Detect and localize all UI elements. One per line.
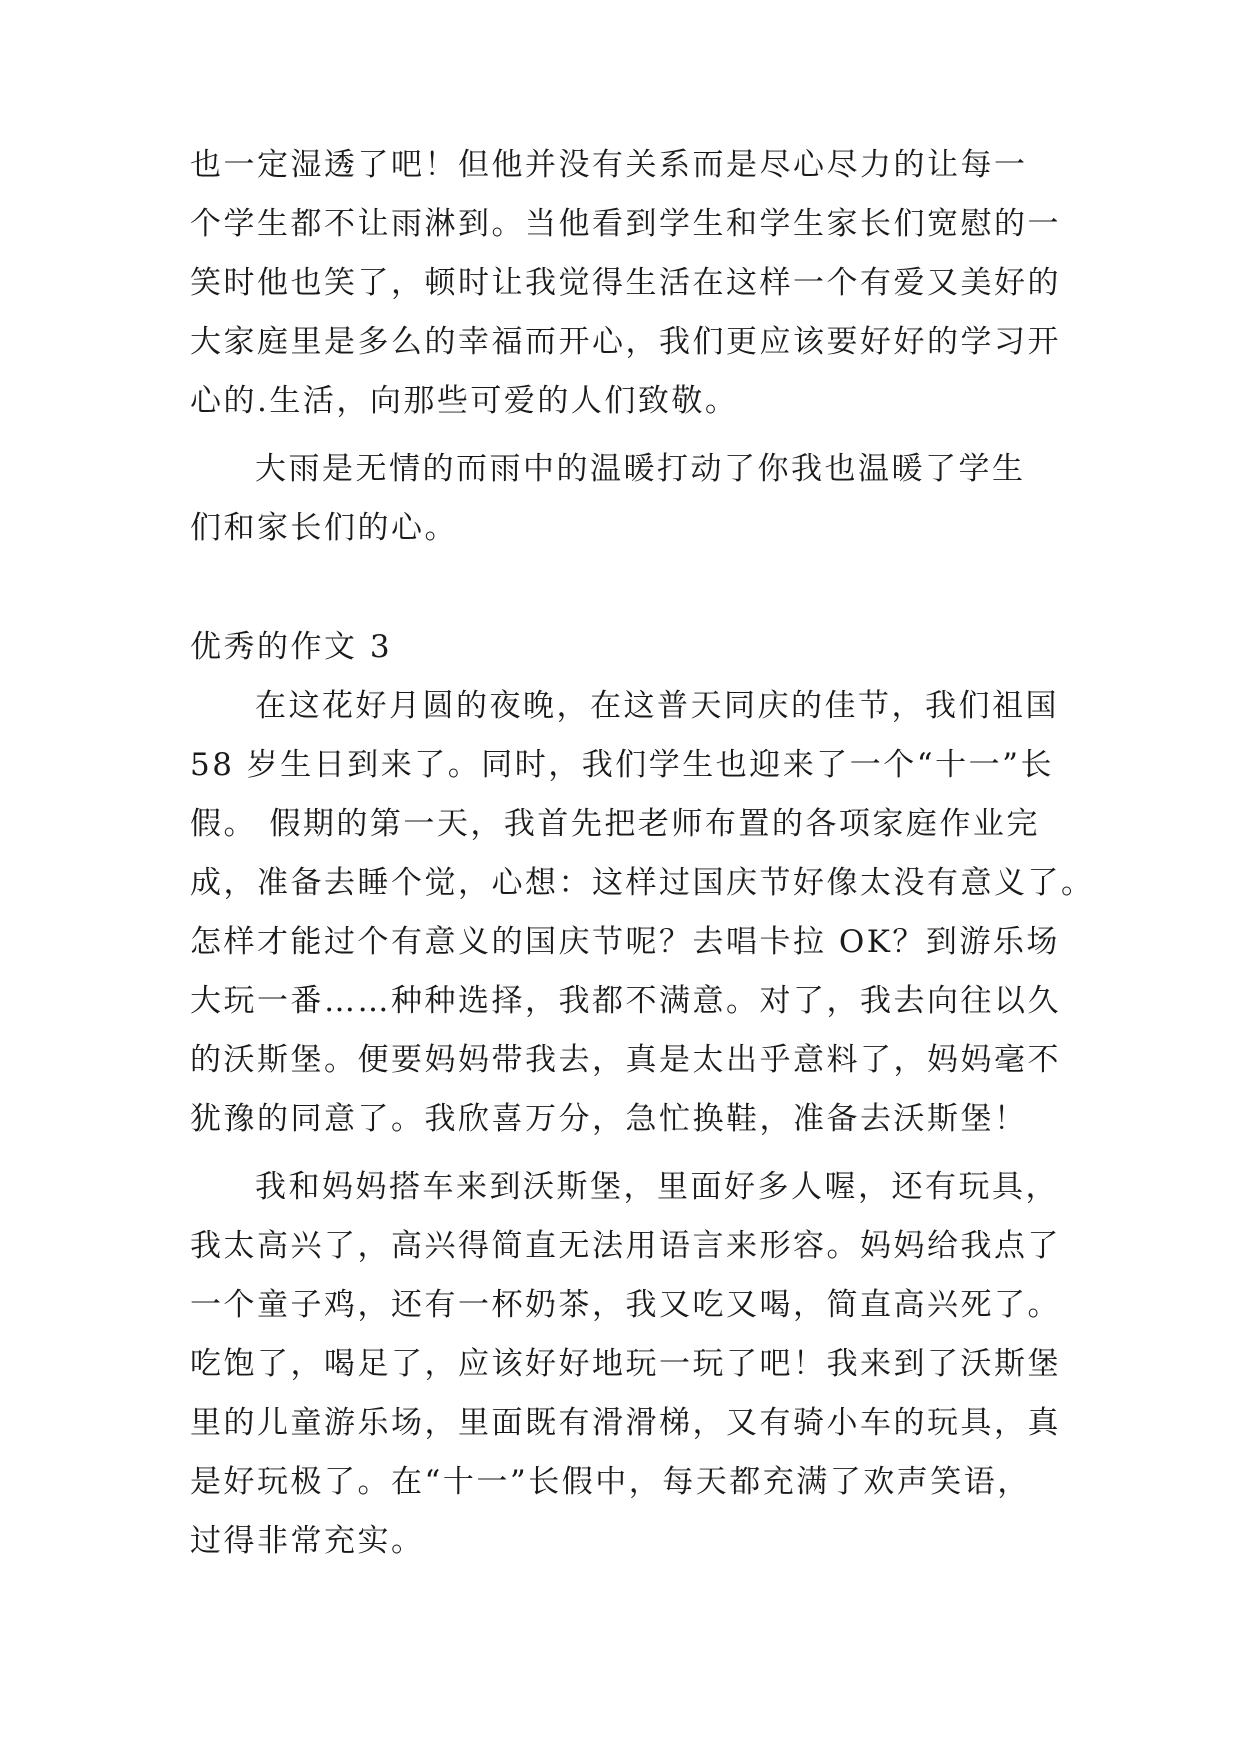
paragraph-start: 我和妈妈搭车来到沃斯堡，里面好多人喔，还有玩具， [255, 1169, 1059, 1205]
paragraph-start: 在这花好月圆的夜晚，在这普天同庆的佳节，我们祖国 [255, 688, 1059, 724]
text-line: 成，准备去睡个觉，心想：这样过国庆节好像太没有意义了。 [190, 865, 1095, 901]
text-line: 假。 假期的第一天，我首先把老师布置的各项家庭作业完 [190, 806, 1040, 842]
text-line: 的沃斯堡。便要妈妈带我去，真是太出乎意料了，妈妈毫不 [190, 1042, 1061, 1078]
text-line: 怎样才能过个有意义的国庆节呢？去唱卡拉 OK？到游乐场 [190, 924, 1060, 960]
text-line: 里的儿童游乐场，里面既有滑滑梯，又有骑小车的玩具，真 [190, 1405, 1061, 1441]
text-line: 过得非常充实。 [190, 1523, 425, 1559]
text-line: 个学生都不让雨淋到。当他看到学生和学生家长们宽慰的一 [190, 206, 1061, 242]
text-line: 们和家长们的心。 [190, 510, 458, 546]
section-title: 优秀的作文 3 [190, 629, 393, 665]
text-line: 也一定湿透了吧！但他并没有关系而是尽心尽力的让每一 [190, 147, 1028, 183]
paragraph-start: 大雨是无情的而雨中的温暖打动了你我也温暖了学生 [255, 451, 1026, 487]
text-line: 是好玩极了。在“十一”长假中，每天都充满了欢声笑语， [190, 1464, 1031, 1500]
text-line: 58 岁生日到来了。同时，我们学生也迎来了一个“十一”长 [190, 747, 1054, 783]
text-line: 我太高兴了，高兴得简直无法用语言来形容。妈妈给我点了 [190, 1228, 1061, 1264]
text-line: 大家庭里是多么的幸福而开心，我们更应该要好好的学习开 [190, 324, 1061, 360]
text-line: 一个童子鸡，还有一杯奶茶，我又吃又喝，简直高兴死了。 [190, 1287, 1061, 1323]
text-line: 心的.生活，向那些可爱的人们致敬。 [190, 383, 739, 419]
text-line: 大玩一番……种种选择，我都不满意。对了，我去向往以久 [190, 983, 1061, 1019]
text-line: 笑时他也笑了，顿时让我觉得生活在这样一个有爱又美好的 [190, 265, 1061, 301]
text-line: 犹豫的同意了。我欣喜万分，急忙换鞋，准备去沃斯堡！ [190, 1101, 1028, 1137]
text-line: 吃饱了，喝足了，应该好好地玩一玩了吧！我来到了沃斯堡 [190, 1346, 1061, 1382]
